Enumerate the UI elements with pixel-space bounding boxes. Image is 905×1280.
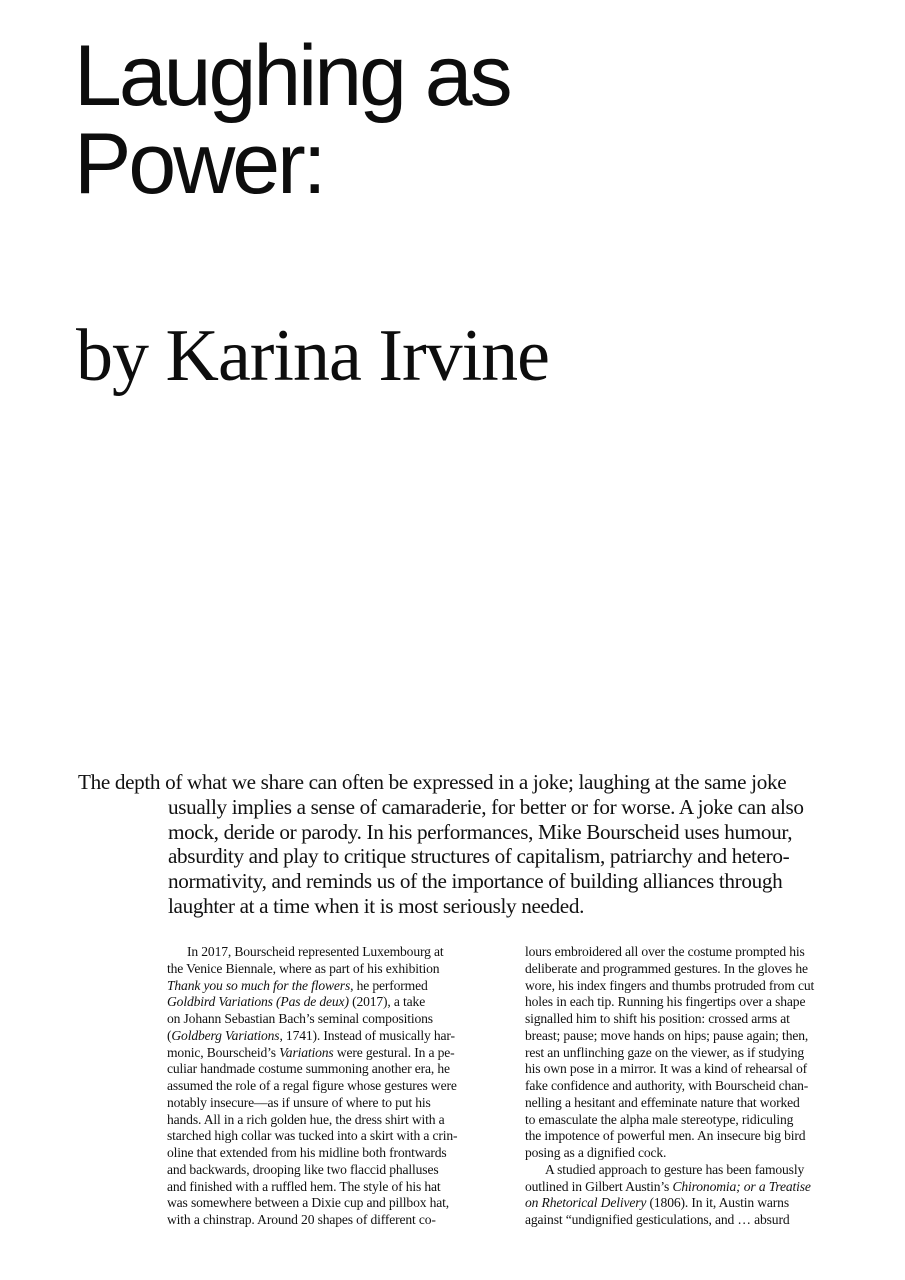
article-title: [74, 28, 510, 212]
body-text-line: [167, 1028, 512, 1045]
body-text-line: [525, 1162, 870, 1179]
body-text-line: [167, 1195, 512, 1212]
lede-line: mock, deride or parody. In his performances, Mike Bourscheid uses humour,: [168, 819, 793, 844]
text-run: rest an unflinching gaze on the viewer, as if studying: [525, 1044, 805, 1060]
body-text-line: [525, 1128, 870, 1145]
text-run: signalled him to shift his position: crossed arms at: [525, 1011, 790, 1026]
text-run: on Johann Sebastian Bach’s seminal compositions: [167, 1011, 433, 1026]
text-run: (2017), a take: [348, 994, 426, 1010]
body-text-line: [167, 1162, 512, 1179]
text-run: assumed the role of a regal figure whose gestures were: [167, 1078, 457, 1093]
body-text-line: [525, 1095, 870, 1112]
body-text-line: [525, 1179, 870, 1196]
text-run: A studied approach to gesture has been famously: [545, 1161, 805, 1177]
italic-title: Variations: [279, 1044, 334, 1060]
text-run: deliberate and programmed gestures. In the gloves he: [525, 960, 808, 976]
text-run: oline that extended from his midline both frontwards: [167, 1145, 447, 1160]
lede-line: laughter at a time when it is most seriously needed.: [168, 893, 585, 918]
body-text-line: [525, 961, 870, 978]
text-run: and finished with a ruffled hem. The style of his hat: [167, 1178, 441, 1194]
text-run: nelling a hesitant and effeminate nature that worked: [525, 1094, 800, 1110]
lede-line: normativity, and reminds us of the importance of building alliances through: [168, 869, 783, 894]
text-run: the Venice Biennale, where as part of his exhibition: [167, 960, 440, 976]
text-run: hands. All in a rich golden hue, the dress shirt with a: [167, 1111, 445, 1127]
text-run: holes in each tip. Running his fingertips over a shape: [525, 994, 806, 1010]
body-text-line: [167, 1145, 512, 1162]
text-run: breast; pause; move hands on hips; pause again; then,: [525, 1027, 809, 1043]
body-text-line: [525, 1078, 870, 1095]
lede-paragraph: [78, 770, 868, 919]
body-text-line: [525, 978, 870, 995]
body-text-line: [167, 978, 512, 995]
text-run: wore, his index fingers and thumbs protruded from cut: [525, 977, 815, 993]
text-run: his own pose in a mirror. It was a kind of rehearsal of: [525, 1061, 808, 1077]
lede-line: The depth of what we share can often be expressed in a joke; laughing at the same joke: [78, 770, 787, 794]
text-run: fake confidence and authority, with Bourscheid chan-: [525, 1078, 809, 1093]
text-run: with a chinstrap. Around 20 shapes of different co-: [167, 1212, 436, 1227]
lede-line: absurdity and play to critique structures of capitalism, patriarchy and hetero-: [168, 844, 790, 869]
body-text-line: [167, 1128, 512, 1145]
body-text-line: [167, 961, 512, 978]
text-run: was somewhere between a Dixie cup and pillbox hat,: [167, 1195, 450, 1211]
lede-line: usually implies a sense of camaraderie, for better or for worse. A joke can also: [168, 794, 804, 819]
body-text-line: [525, 1061, 870, 1078]
body-text-line: [525, 1112, 870, 1129]
body-text-line: [167, 1112, 512, 1129]
body-text-line: [167, 1061, 512, 1078]
article-title-line-1: Laughing as: [74, 28, 510, 124]
article-title-line-2: Power:: [74, 116, 324, 212]
text-run: against “undignified gesticulations, and … absurd: [525, 1212, 790, 1227]
body-text-line: [167, 1078, 512, 1095]
text-run: and backwards, drooping like two flaccid phalluses: [167, 1161, 439, 1177]
body-text-line: [525, 1145, 870, 1162]
text-run: lours embroidered all over the costume prompted his: [525, 944, 805, 959]
text-run: posing as a dignified cock.: [525, 1145, 667, 1160]
body-column-left: [167, 944, 512, 1229]
author-byline: by Karina Irvine: [76, 315, 550, 397]
body-text-line: [167, 1011, 512, 1028]
body-text-line: [167, 1179, 512, 1196]
text-run: (: [167, 1027, 172, 1043]
italic-title: Goldberg Variations: [171, 1027, 280, 1043]
text-run: (1806). In it, Austin warns: [646, 1195, 789, 1211]
text-run: In 2017, Bourscheid represented Luxembourg at: [187, 944, 444, 959]
body-text-line: [167, 994, 512, 1011]
text-run: starched high collar was tucked into a skirt with a crin-: [167, 1128, 458, 1144]
body-text-line: [525, 1212, 870, 1229]
body-text-line: [167, 1045, 512, 1062]
body-text-line: [525, 1011, 870, 1028]
body-text-line: [525, 1045, 870, 1062]
body-text-line: [525, 994, 870, 1011]
text-run: notably insecure—as if unsure of where to put his: [167, 1094, 431, 1110]
body-text-line: [167, 1212, 512, 1229]
italic-title: Chironomia; or a Treatise: [672, 1178, 811, 1194]
body-text-line: [525, 1195, 870, 1212]
text-run: outlined in Gilbert Austin’s: [525, 1178, 673, 1194]
text-run: monic, Bourscheid’s: [167, 1044, 280, 1060]
text-run: , 1741). Instead of musically har-: [279, 1027, 455, 1043]
text-run: to emasculate the alpha male stereotype, ridiculing: [525, 1111, 794, 1127]
text-run: were gestural. In a pe-: [333, 1044, 455, 1060]
body-column-right: [525, 944, 870, 1229]
body-text-line: [525, 1028, 870, 1045]
body-text-line: [525, 944, 870, 961]
italic-title: Thank you so much for the flowers: [167, 977, 351, 993]
italic-title: on Rhetorical Delivery: [525, 1195, 647, 1211]
italic-title: Goldbird Variations (Pas de deux): [167, 994, 349, 1010]
text-run: , he performed: [350, 977, 428, 993]
text-run: the impotence of powerful men. An insecure big bird: [525, 1128, 806, 1144]
body-text-line: [167, 944, 512, 961]
text-run: culiar handmade costume summoning another era, he: [167, 1061, 450, 1077]
body-text-line: [167, 1095, 512, 1112]
